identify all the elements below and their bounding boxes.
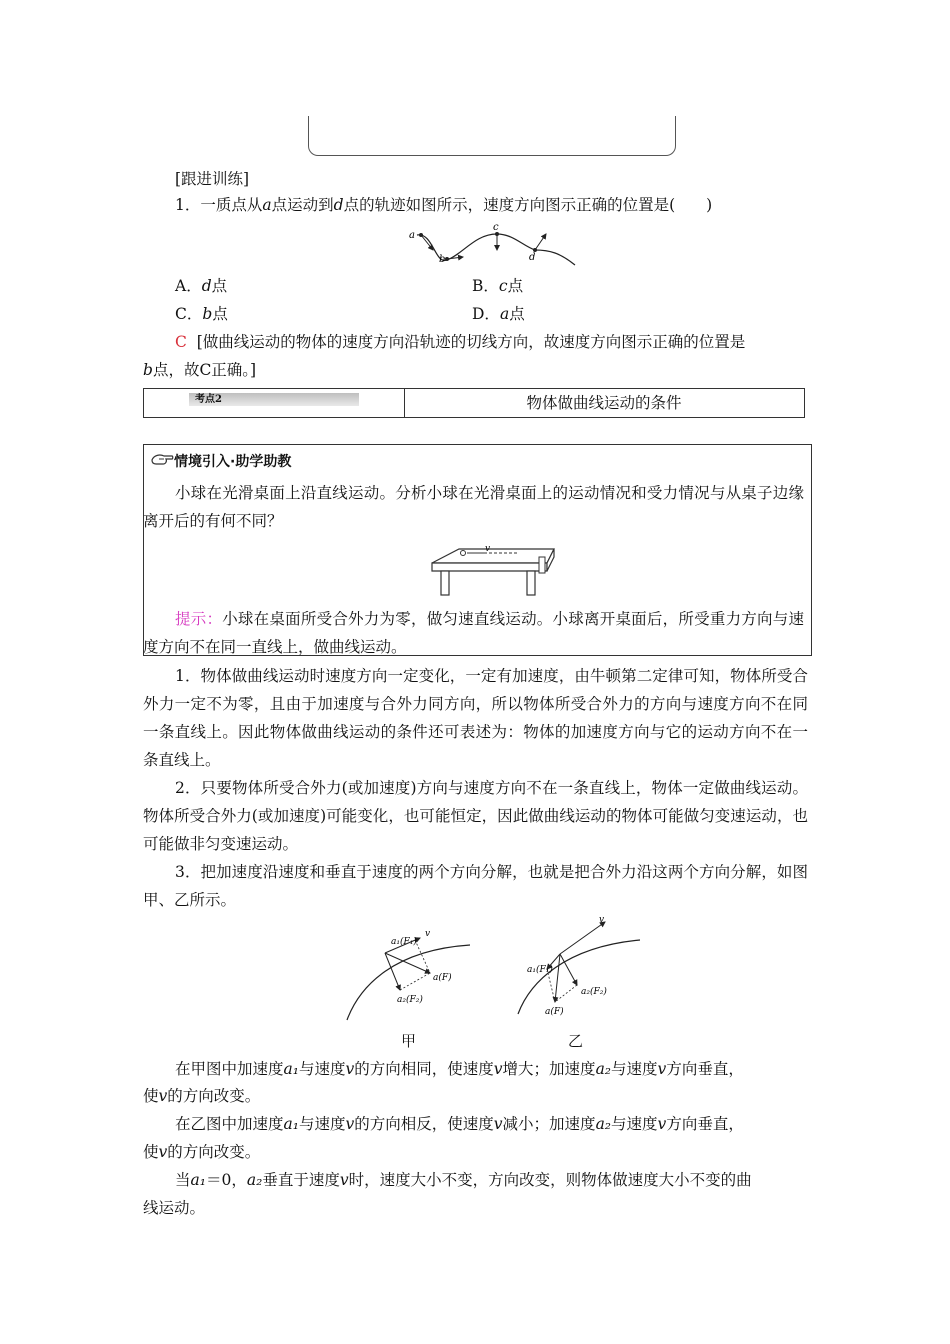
explain-jia-line-2: 使v的方向改变。 — [143, 1087, 261, 1105]
label-a: a — [409, 230, 415, 241]
top-frame-border — [308, 116, 676, 156]
svg-text:v: v — [425, 929, 431, 939]
topic-bar — [143, 388, 805, 418]
explain-yi-line-2: 使v的方向改变。 — [143, 1143, 261, 1161]
topic-tag: 考点2 — [189, 393, 359, 406]
caption-jia: 甲 — [401, 1032, 417, 1050]
svg-text:v: v — [599, 915, 605, 925]
section-label: [跟进训练] — [175, 170, 250, 188]
label-d: d — [529, 252, 536, 263]
question-text: 1．一质点从a点运动到d点的轨迹如图所示，速度方向图示正确的位置是( ) — [175, 196, 713, 214]
answer-line-1: C [做曲线运动的物体的速度方向沿轨迹的切线方向，故速度方向图示正确的位置是 — [175, 333, 746, 351]
scenario-header: 情境引入·助学助教 — [174, 454, 292, 470]
hand-pointer-icon — [150, 451, 174, 467]
svg-text:a₂(F₂): a₂(F₂) — [397, 995, 423, 1005]
label-b: b — [439, 254, 446, 265]
scenario-hint: 提示：小球在桌面所受合外力为零，做匀速直线运动。小球离开桌面后，所受重力方向与速度方向不在同一直线上，做曲线运动。 — [143, 610, 804, 656]
option-d[interactable]: D．a点 — [472, 305, 525, 323]
svg-text:a₂(F₂): a₂(F₂) — [581, 987, 607, 997]
scenario-box — [143, 444, 812, 656]
option-c[interactable]: C．b点 — [175, 305, 228, 323]
arrow-b — [447, 257, 463, 259]
svg-text:a(F): a(F) — [545, 1007, 564, 1017]
table-figure — [429, 541, 559, 601]
label-c: c — [493, 222, 499, 233]
velocity-label: v — [485, 544, 491, 554]
caption-yi: 乙 — [568, 1032, 584, 1050]
point-1: 1．物体做曲线运动时速度方向一定变化，一定有加速度，由牛顿第二定律可知，物体所受合外力一定不为零，且由于加速度与合外力同方向，所以物体所受合外力的方向与速度方向不在同一条直线上。因此物体做曲线运动的条件还可表述为：物体的加速度方向与它的运动方向不在一条直线上。 — [143, 667, 808, 769]
svg-text:a(F): a(F) — [433, 973, 452, 983]
conclusion-line-2: 线运动。 — [143, 1199, 206, 1217]
answer-letter: C — [175, 333, 187, 351]
arrow-d — [535, 234, 546, 250]
explain-jia-line-1: 在甲图中加速度a₁与速度v的方向相同，使速度v增大；加速度a₂与速度v方向垂直， — [175, 1060, 744, 1078]
trajectory-figure — [405, 220, 585, 270]
explain-yi-line-1: 在乙图中加速度a₁与速度v的方向相反，使速度v减小；加速度a₂与速度v方向垂直， — [175, 1115, 744, 1133]
topic-title: 物体做曲线运动的条件 — [526, 394, 682, 412]
option-a[interactable]: A．d点 — [175, 277, 228, 295]
point-3: 3．把加速度沿速度和垂直于速度的两个方向分解，也就是把合外力沿这两个方向分解，如图甲、乙所示。 — [143, 863, 808, 909]
scenario-intro: 小球在光滑桌面上沿直线运动。分析小球在光滑桌面上的运动情况和受力情况与从桌子边缘离开后的有何不同？ — [143, 484, 804, 530]
point-2: 2．只要物体所受合外力(或加速度)方向与速度方向不在一条直线上，物体一定做曲线运动。物体所受合外力(或加速度)可能变化，也可能恒定，因此做曲线运动的物体可能做匀变速运动，也可能做非匀变速运动。 — [143, 779, 808, 853]
figure-jia — [345, 920, 475, 1025]
figure-yi — [515, 912, 645, 1024]
arrow-a — [421, 235, 433, 250]
conclusion-line-1: 当a₁＝0，a₂垂直于速度v时，速度大小不变，方向改变，则物体做速度大小不变的曲 — [175, 1171, 752, 1189]
svg-text:a₁(F₁): a₁(F₁) — [527, 965, 553, 975]
answer-line-2: b点，故C正确。] — [143, 361, 257, 379]
option-b[interactable]: B．c点 — [472, 277, 524, 295]
svg-text:a₁(F₁): a₁(F₁) — [391, 937, 417, 947]
